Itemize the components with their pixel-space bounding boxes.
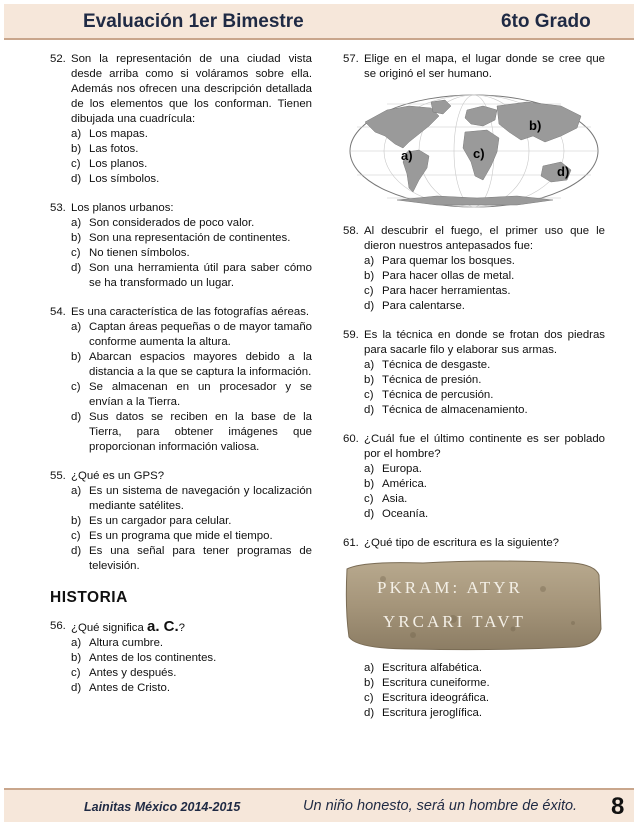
option (50, 651, 312, 666)
option-text: Escritura cuneiforme. (382, 677, 490, 689)
question-number: 56. (50, 620, 66, 632)
option (50, 142, 312, 157)
question-number: 57. (343, 53, 359, 65)
option-text: Altura cumbre. (89, 637, 164, 649)
option-text: Para hacer herramientas. (382, 285, 511, 297)
option (50, 127, 312, 142)
option-text: Técnica de presión. (382, 374, 482, 386)
option-text: Técnica de percusión. (382, 389, 494, 401)
option-letter: d) (71, 262, 82, 274)
option-letter: d) (71, 682, 82, 694)
question-60 (343, 432, 605, 522)
option-text: Antes y después. (89, 667, 177, 679)
option-text: Es un programa que mide el tiempo. (89, 530, 273, 542)
page-header (4, 4, 634, 40)
option-letter: c) (71, 158, 81, 170)
question-number: 61. (343, 537, 359, 549)
option-text: Son una herramienta útil para saber cómo se ha transformado un lugar. (89, 262, 312, 289)
question-number: 53. (50, 202, 66, 214)
option-letter: c) (71, 381, 81, 393)
option (50, 172, 312, 187)
question-number: 52. (50, 53, 66, 65)
option (343, 254, 605, 269)
option-letter: a) (71, 637, 82, 649)
option (50, 484, 312, 514)
option (50, 410, 312, 455)
option-letter: a) (71, 128, 82, 140)
option-letter: b) (364, 677, 375, 689)
header-grade: 6to Grado (501, 11, 591, 32)
question-text: ¿Cuál fue el último continente es ser poblado por el hombre? (364, 433, 605, 460)
option-letter: c) (364, 692, 374, 704)
option (50, 544, 312, 574)
left-column (50, 52, 312, 710)
option (50, 157, 312, 172)
option (343, 492, 605, 507)
question-text: Los planos urbanos: (71, 202, 174, 214)
option-text: Para quemar los bosques. (382, 255, 515, 267)
option-letter: a) (364, 463, 375, 475)
option (343, 661, 605, 676)
option-letter: b) (71, 351, 82, 363)
option-text: Abarcan espacios mayores debido a la distancia a la que se captura la información. (89, 351, 312, 378)
question-57 (343, 52, 605, 210)
option-text: Para calentarse. (382, 300, 465, 312)
option-text: Técnica de desgaste. (382, 359, 491, 371)
option-text: Es un cargador para celular. (89, 515, 232, 527)
inscribed-stone-image (343, 559, 603, 653)
option-letter: b) (364, 478, 375, 490)
question-54 (50, 305, 312, 455)
header-title: Evaluación 1er Bimestre (83, 11, 304, 32)
option-letter: b) (364, 270, 375, 282)
option-letter: c) (364, 389, 374, 401)
option-letter: b) (364, 374, 375, 386)
option-letter: b) (71, 515, 82, 527)
option-letter: b) (71, 652, 82, 664)
option-letter: b) (71, 143, 82, 155)
option-letter: a) (364, 359, 375, 371)
option (50, 231, 312, 246)
page-footer (4, 788, 634, 822)
option-letter: d) (364, 404, 375, 416)
question-52 (50, 52, 312, 187)
page-number: 8 (611, 793, 625, 820)
stone-inscription-line2: YRCARI TAVT (383, 612, 526, 631)
question-59 (343, 328, 605, 418)
question-61 (343, 536, 605, 721)
option-text: Escritura alfabética. (382, 662, 483, 674)
option-letter: a) (364, 662, 375, 674)
stone-inscription-line1: PKRAM: ATYR (377, 578, 523, 597)
question-text: Son la representación de una ciudad vista desde arriba como si voláramos sobre ella. Además nos ofrecen una descripción detallada de los elementos que los conforman. Tienen dibujada una cuadrícula: (71, 53, 312, 125)
option-letter: a) (71, 217, 82, 229)
map-label-a: a) (401, 148, 413, 163)
option-text: Para hacer ollas de metal. (382, 270, 515, 282)
question-text-start: ¿Qué significa (71, 622, 147, 634)
footer-motto: Un niño honesto, será un hombre de éxito. (303, 798, 578, 814)
option (343, 373, 605, 388)
option (343, 507, 605, 522)
option-text: América. (382, 478, 427, 490)
question-text: ¿Qué es un GPS? (71, 470, 165, 482)
map-label-c: c) (473, 146, 485, 161)
option (343, 403, 605, 418)
option-text: Antes de los continentes. (89, 652, 217, 664)
option-text: Las fotos. (89, 143, 139, 155)
question-number: 55. (50, 470, 66, 482)
question-text: Al descubrir el fuego, el primer uso que le dieron nuestros antepasados fue: (364, 225, 605, 252)
world-map (347, 92, 601, 210)
option (343, 676, 605, 691)
option-letter: d) (364, 508, 375, 520)
option-text: Oceanía. (382, 508, 429, 520)
question-text: Es una característica de las fotografías aéreas. (71, 306, 310, 318)
option-letter: a) (71, 321, 82, 333)
option (50, 320, 312, 350)
option-letter: c) (71, 667, 81, 679)
question-55 (50, 469, 312, 574)
option-text: Escritura ideográfica. (382, 692, 489, 704)
option-text: Es un sistema de navegación y localización mediante satélites. (89, 485, 312, 512)
option (50, 514, 312, 529)
option (343, 284, 605, 299)
option-text: Los planos. (89, 158, 148, 170)
question-text-bold: a. C. (146, 618, 179, 635)
option (343, 388, 605, 403)
option (343, 691, 605, 706)
option-letter: c) (364, 493, 374, 505)
option (343, 358, 605, 373)
option (50, 666, 312, 681)
option (50, 529, 312, 544)
map-label-b: b) (529, 118, 542, 133)
option-letter: c) (71, 247, 81, 259)
question-58 (343, 224, 605, 314)
option (50, 246, 312, 261)
option (50, 261, 312, 291)
option (343, 477, 605, 492)
option-letter: b) (71, 232, 82, 244)
question-number: 54. (50, 306, 66, 318)
question-56 (50, 619, 312, 696)
question-text: Es la técnica en donde se frotan dos piedras para sacarle filo y elaborar sus armas. (364, 329, 605, 356)
question-text: Elige en el mapa, el lugar donde se cree que se originó el ser humano. (364, 53, 605, 80)
option (50, 681, 312, 696)
option-text: Captan áreas pequeñas o de mayor tamaño conforme aumenta la altura. (89, 321, 312, 348)
option-letter: d) (71, 545, 82, 557)
option-letter: c) (71, 530, 81, 542)
question-text (71, 619, 312, 636)
question-number: 60. (343, 433, 359, 445)
option-letter: d) (364, 707, 375, 719)
option-text: Técnica de almacenamiento. (382, 404, 528, 416)
map-label-d: d) (557, 164, 570, 179)
option-text: Son considerados de poco valor. (89, 217, 255, 229)
question-text: ¿Qué tipo de escritura es la siguiente? (364, 537, 560, 549)
option-letter: d) (71, 411, 82, 423)
footer-school: Lainitas México 2014-2015 (84, 800, 241, 814)
question-53 (50, 201, 312, 291)
option (343, 269, 605, 284)
option (50, 350, 312, 380)
option-letter: a) (71, 485, 82, 497)
option-text: Los símbolos. (89, 173, 160, 185)
option (50, 216, 312, 231)
option-text: No tienen símbolos. (89, 247, 190, 259)
option-letter: d) (364, 300, 375, 312)
option (343, 299, 605, 314)
right-column (343, 52, 605, 735)
question-number: 59. (343, 329, 359, 341)
option-letter: d) (71, 173, 82, 185)
option-text: Sus datos se reciben en la base de la Tierra, para obtener imágenes que proporcionan información valiosa. (89, 411, 312, 453)
option (343, 706, 605, 721)
option-text: Europa. (382, 463, 422, 475)
option-text: Asia. (382, 493, 408, 505)
option-text: Se almacenan en un procesador y se envían a la Tierra. (89, 381, 312, 408)
question-number: 58. (343, 225, 359, 237)
option-letter: c) (364, 285, 374, 297)
question-text-end: ? (178, 622, 186, 634)
option-text: Los mapas. (89, 128, 148, 140)
option-text: Son una representación de continentes. (89, 232, 291, 244)
option-text: Es una señal para tener programas de televisión. (89, 545, 312, 572)
option (343, 462, 605, 477)
option-text: Escritura jeroglífica. (382, 707, 483, 719)
option-text: Antes de Cristo. (89, 682, 171, 694)
option (50, 636, 312, 651)
section-title-historia: HISTORIA (50, 589, 128, 606)
option (50, 380, 312, 410)
option-letter: a) (364, 255, 375, 267)
